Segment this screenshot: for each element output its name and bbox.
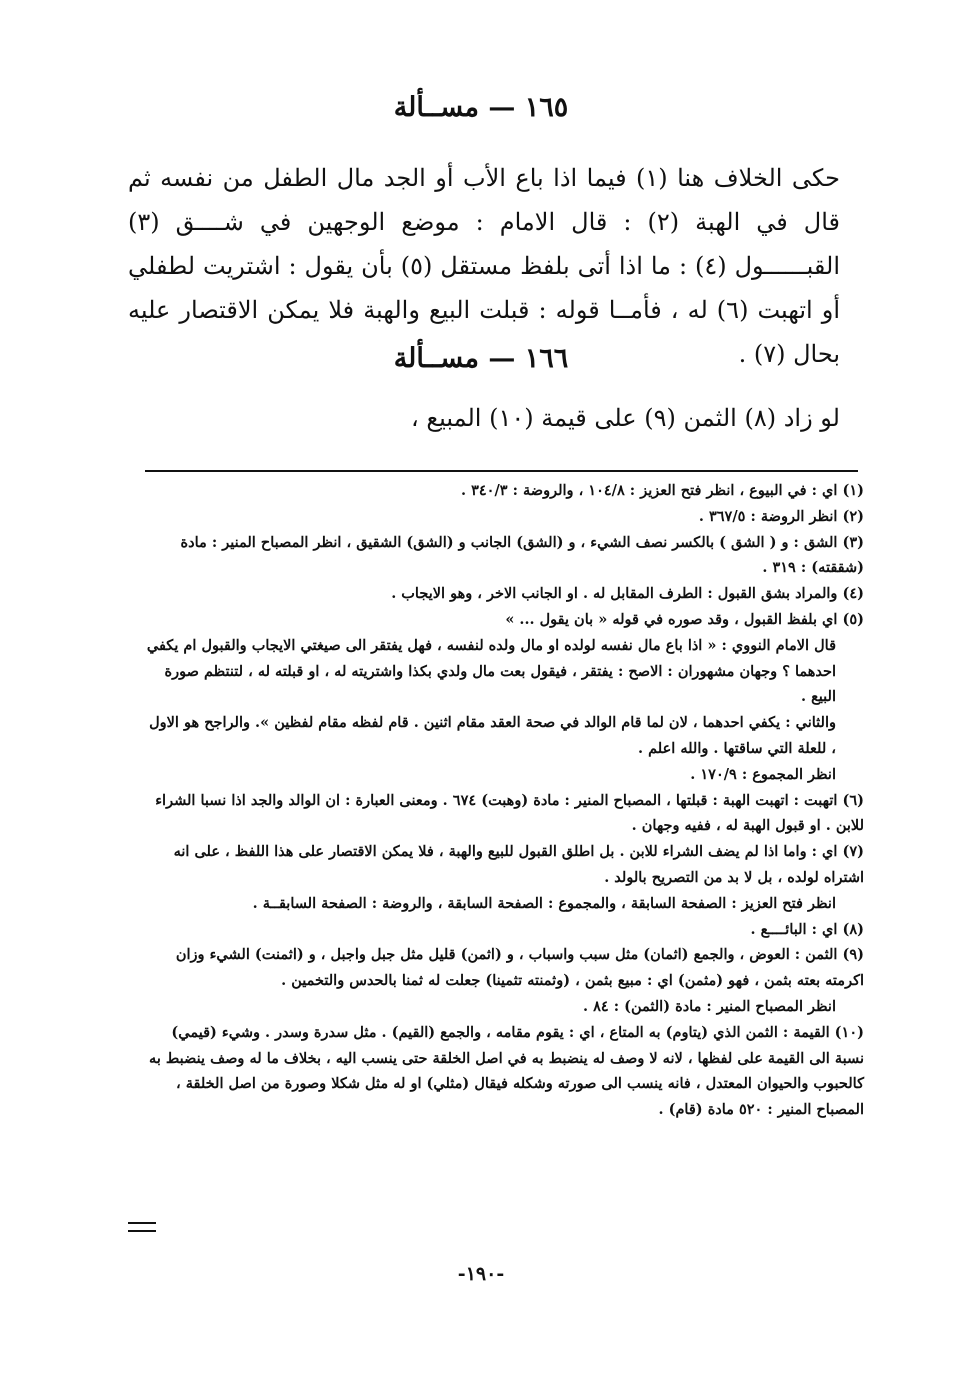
footnote-6: (٦) اتهبت : اتهبت الهبة : قبلتها ، المصباح المنير : مادة (وهبت) ٦٧٤ . ومعنى العبارة : ان الوالد والجد اذا نسبا الشراء للابن . او قبول الهبة له ، ففيه وجهان . bbox=[155, 791, 864, 835]
footnote-5-quote: قال الامام النووي : « اذا باع مال نفسه لولده او مال ولده لنفسه ، فهل يفتقر الى صيغتي الايجاب والقبول ام يكفي احدهما ؟ وجهان مشهوران : الاصح : يفتقر ، فيقول بعت مال ولدي بكذا واشتريته له ، او قبلته له ، لتنتظم صورة البيع . bbox=[146, 636, 836, 706]
footnote-2: (٢) انظر الروضة : ٣٦٧/٥ . bbox=[698, 507, 864, 525]
footnote-divider bbox=[145, 470, 858, 472]
page-number: -١٩٠- bbox=[457, 1263, 505, 1285]
issue-165-text: حكى الخلاف هنا (١) فيما اذا باع الأب أو الجد مال الطفل من نفسه ثم قال في الهبة (٢) : قال الامام : موضع الوجهين في شــــق (٣) القبــــــول (٤) : ما اذا أتى بلفظ مستقل (٥) بأن يقول : اشتريت لطفلي أو اتهبت (٦) له ، فأمــا قوله : قبلت البيع والهبة فلا يمكن الاقتصار عليه بحال (٧) . bbox=[128, 164, 840, 368]
issue-heading-165: ١٦٥ — مســألة bbox=[393, 92, 569, 123]
footnote-5-ref: انظر المجموع : ١٧٠/٩ . bbox=[690, 765, 836, 783]
end-mark bbox=[128, 1222, 156, 1232]
footnote-4: (٤) والمراد بشق القبول : الطرف المقابل له . او الجانب الاخر ، وهو الايجاب . bbox=[391, 585, 864, 603]
issue-166-text: لو زاد (٨) الثمن (٩) على قيمة (١٠) المبيع ، bbox=[410, 404, 840, 432]
footnote-10: (١٠) القيمة : الثمن الذي (يتاوم) به المتاع ، اي : يقوم مقامه ، والجمع (القيم) . مثل سدرة وسدر . وشيء (قيمي) نسبة الى القيمة على لفظها ، لانه لا وصف له ينضبط به في اصل الخلقة حتى ينسب اليه ، بخلاف ما له وصف ينضبط به كالحبوب والحيوان المعتدل ، فانه ينسب الى صورته وشكله فيقال (مثلي) او له مثل شكلا وصورة من اصل الخلقة ، المصباح المنير : ٥٢٠ مادة (قام) . bbox=[149, 1023, 864, 1119]
footnote-8: (٨) اي : البائــــع . bbox=[750, 920, 864, 938]
footnote-9: (٩) الثمن : العوض ، والجمع (اثمان) مثل سبب واسباب ، و (اثمن) قليل مثل جبل واجبل ، و (اثمنت) الشيء وزان اكرمته بعته بثمن ، فهو (مثمن) اي : مبيع بثمن ، (وثمنته تثمينا) جعلت له ثمنا بالحدس والتخمين . bbox=[175, 946, 864, 990]
issue-heading-166: ١٦٦ — مســألة bbox=[393, 343, 569, 374]
footnote-5: (٥) اي بلفظ القبول ، وقد صوره في قوله « بان يقول ... » bbox=[505, 610, 864, 628]
footnote-5-second: والثاني : يكفي احدهما ، لان لما قام الوالد في صحة العقد مقام اثنين . قام لفظه مقام لفظين ». والراجح هو الاول ، للعلة التي ساقتها . والله اعلم . bbox=[149, 714, 836, 757]
footnote-3: (٣) الشق : و ( الشق ) بالكسر نصف الشيء ، و (الشق) الجانب و (الشق) الشقيق ، انظر المصباح المنير : مادة (شققته) : ٣١٩ . bbox=[180, 533, 864, 577]
footnote-9-ref: انظر المصباح المنير : مادة (الثمن) : ٨٤ . bbox=[582, 997, 836, 1015]
footnote-7: (٧) اي : واما اذا لم يضف الشراء للابن . بل اطلق القبول للبيع والهبة ، فلا يمكن الاقتصار على هذا اللفظ ، على انه اشتراه لولده ، بل لا بد من التصريح بالولد . bbox=[173, 843, 864, 886]
footnote-7-ref: انظر فتح العزيز : الصفحة السابقة ، والمجموع : الصفحة السابقة ، والروضة : الصفحة السابقــة . bbox=[252, 894, 836, 912]
footnotes bbox=[140, 478, 864, 1123]
footnote-1: (١) اي : في البيوع ، انظر فتح العزيز : ١٠٤/٨ ، والروضة : ٣٤٠/٣ . bbox=[460, 482, 864, 499]
